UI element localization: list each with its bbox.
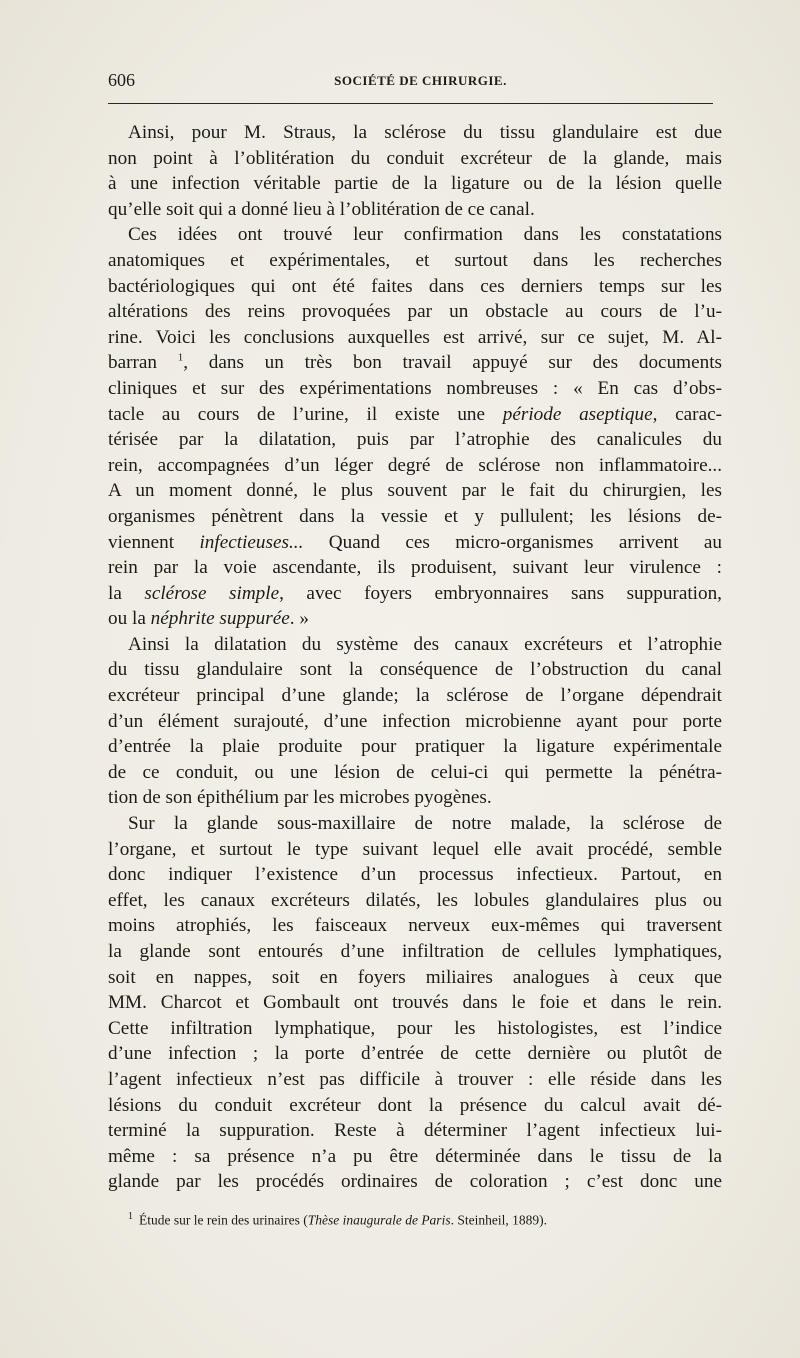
text-segment: MM. Charcot et Gombault ont trouvés dans le foie et dans le rein. <box>108 992 722 1014</box>
text-segment: du tissu glandulaire sont la conséquence de l’obstruction du canal <box>108 659 722 681</box>
text-segment: moins atrophiés, les faisceaux nerveux eux-mêmes qui traversent <box>108 915 722 937</box>
text-segment: non point à l’oblitération du conduit excréteur de la glande, mais <box>108 147 722 169</box>
text-line <box>108 427 722 453</box>
text-segment: qu’elle soit qui a donné lieu à l’oblitération de ce canal. <box>108 198 535 220</box>
text-line <box>108 632 722 658</box>
text-line <box>108 734 722 760</box>
text-line <box>108 913 722 939</box>
text-segment: la <box>108 582 145 604</box>
text-segment: anatomiques et expérimentales, et surtout dans les recherches <box>108 249 722 271</box>
text-segment: d’un élément surajouté, d’une infection microbienne ayant pour porte <box>108 710 722 732</box>
text-segment: A un moment donné, le plus souvent par le fait du chirurgien, les <box>108 480 722 502</box>
text-line <box>108 581 722 607</box>
text-segment: d’une infection ; la porte d’entrée de cette dernière ou plutôt de <box>108 1043 722 1065</box>
text-line <box>108 274 722 300</box>
text-segment: Ainsi, pour M. Straus, la sclérose du tissu glandulaire est due <box>128 122 722 143</box>
body-text <box>108 120 722 1195</box>
text-line <box>108 811 722 837</box>
text-segment: Quand ces micro-organismes arrivent au <box>303 531 722 553</box>
text-line <box>108 709 722 735</box>
italic-text: infectieuses... <box>199 531 304 553</box>
text-line <box>108 657 722 683</box>
text-line <box>108 785 722 811</box>
footnote <box>128 1211 728 1229</box>
text-segment: rein, accompagnées d’un léger degré de sclérose non inflammatoire... <box>108 454 722 476</box>
text-line <box>108 222 722 248</box>
text-segment: ou la <box>108 608 151 630</box>
text-segment: Ces idées ont trouvé leur confirmation dans les constatations <box>128 224 722 246</box>
text-segment: tacle au cours de l’urine, il existe une <box>108 403 503 425</box>
text-line <box>108 171 722 197</box>
text-line <box>108 965 722 991</box>
text-segment: . » <box>289 608 309 630</box>
text-segment: terminé la suppuration. Reste à déterminer l’agent infectieux lui- <box>108 1120 722 1142</box>
text-segment: , avec foyers embryonnaires sans suppuration, <box>279 582 722 604</box>
text-segment: lésions du conduit excréteur dont la présence du calcul avait dé- <box>108 1094 722 1116</box>
text-line <box>108 683 722 709</box>
text-line <box>108 1118 722 1144</box>
text-line <box>108 1067 722 1093</box>
text-segment: Cette infiltration lymphatique, pour les histologistes, est l’indice <box>108 1017 722 1039</box>
italic-text: sclérose simple <box>144 582 280 604</box>
text-line <box>108 530 722 556</box>
text-line <box>108 1169 722 1195</box>
footnote-reference: 1 <box>177 351 184 364</box>
text-segment: rine. Voici les conclusions auxquelles est arrivé, sur ce sujet, M. Al- <box>108 326 722 348</box>
text-segment: même : sa présence n’a pu être déterminée dans le tissu de la <box>108 1145 722 1167</box>
text-segment: effet, les canaux excréteurs dilatés, les lobules glandulaires plus ou <box>108 889 722 911</box>
text-line <box>108 760 722 786</box>
text-segment: donc indiquer l’existence d’un processus infectieux. Partout, en <box>108 864 722 886</box>
page-number: 606 <box>108 70 135 90</box>
text-segment: altérations des reins provoquées par un obstacle au cours de l’u- <box>108 301 722 323</box>
text-segment: bactériologiques qui ont été faites dans ces derniers temps sur les <box>108 275 722 297</box>
text-segment: tion de son épithélium par les microbes pyogènes. <box>108 787 492 809</box>
text-segment: rein par la voie ascendante, ils produisent, suivant leur virulence : <box>108 557 722 579</box>
text-line <box>108 837 722 863</box>
text-line <box>108 1093 722 1119</box>
italic-text: période aseptique <box>502 403 653 425</box>
text-line <box>108 862 722 888</box>
text-line <box>108 376 722 402</box>
text-segment: térisée par la dilatation, puis par l’atrophie des canalicules du <box>108 429 722 451</box>
text-segment: barran <box>108 352 178 374</box>
text-line <box>108 606 722 632</box>
italic-text: néphrite suppurée <box>150 608 290 630</box>
text-line <box>108 120 722 146</box>
text-line <box>108 1016 722 1042</box>
text-segment: d’entrée la plaie produite pour pratiquer la ligature expérimentale <box>108 736 722 758</box>
text-line <box>108 504 722 530</box>
text-line <box>108 1144 722 1170</box>
text-line <box>108 197 722 223</box>
text-line <box>108 888 722 914</box>
text-segment: viennent <box>108 531 200 553</box>
text-line <box>108 453 722 479</box>
footnote-title: Thèse inaugurale de Paris <box>307 1212 451 1228</box>
text-segment: , carac- <box>652 403 722 425</box>
text-segment: Sur la glande sous-maxillaire de notre malade, la sclérose de <box>128 813 722 835</box>
text-segment: excréteur principal d’une glande; la sclérose de l’organe dépendrait <box>108 685 722 707</box>
text-segment: à une infection véritable partie de la ligature ou de la lésion quelle <box>108 173 722 195</box>
text-line <box>108 939 722 965</box>
footnote-mark: 1 <box>128 1211 133 1222</box>
text-segment: l’agent infectieux n’est pas difficile à trouver : elle réside dans les <box>108 1068 722 1090</box>
text-line <box>108 248 722 274</box>
text-line <box>108 402 722 428</box>
text-line <box>108 1041 722 1067</box>
text-line <box>108 146 722 172</box>
text-segment: de ce conduit, ou une lésion de celui-ci qui permette la pénétra- <box>108 761 722 783</box>
footnote-text-after: . Steinheil, 1889). <box>450 1212 547 1228</box>
page-header <box>108 68 713 96</box>
header-rule <box>108 103 713 104</box>
text-segment: Ainsi la dilatation du système des canaux excréteurs et l’atrophie <box>128 633 722 655</box>
text-segment: l’organe, et surtout le type suivant lequel elle avait procédé, semble <box>108 838 722 860</box>
text-line <box>108 478 722 504</box>
running-title: SOCIÉTÉ DE CHIRURGIE. <box>334 73 507 88</box>
text-line <box>108 325 722 351</box>
text-line <box>108 350 722 376</box>
footnote-text-before: Étude sur le rein des urinaires ( <box>139 1212 308 1228</box>
text-line <box>108 990 722 1016</box>
text-segment: glande par les procédés ordinaires de coloration ; c’est donc une <box>108 1171 722 1193</box>
text-segment: la glande sont entourés d’une infiltration de cellules lymphatiques, <box>108 941 722 962</box>
text-segment: organismes pénètrent dans la vessie et y pullulent; les lésions de- <box>108 505 722 527</box>
text-segment: cliniques et sur des expérimentations nombreuses : « En cas d’obs- <box>108 377 722 399</box>
text-line <box>108 555 722 581</box>
text-segment: soit en nappes, soit en foyers miliaires analogues à ceux que <box>108 966 722 988</box>
text-segment: , dans un très bon travail appuyé sur des documents <box>183 352 723 374</box>
text-line <box>108 299 722 325</box>
